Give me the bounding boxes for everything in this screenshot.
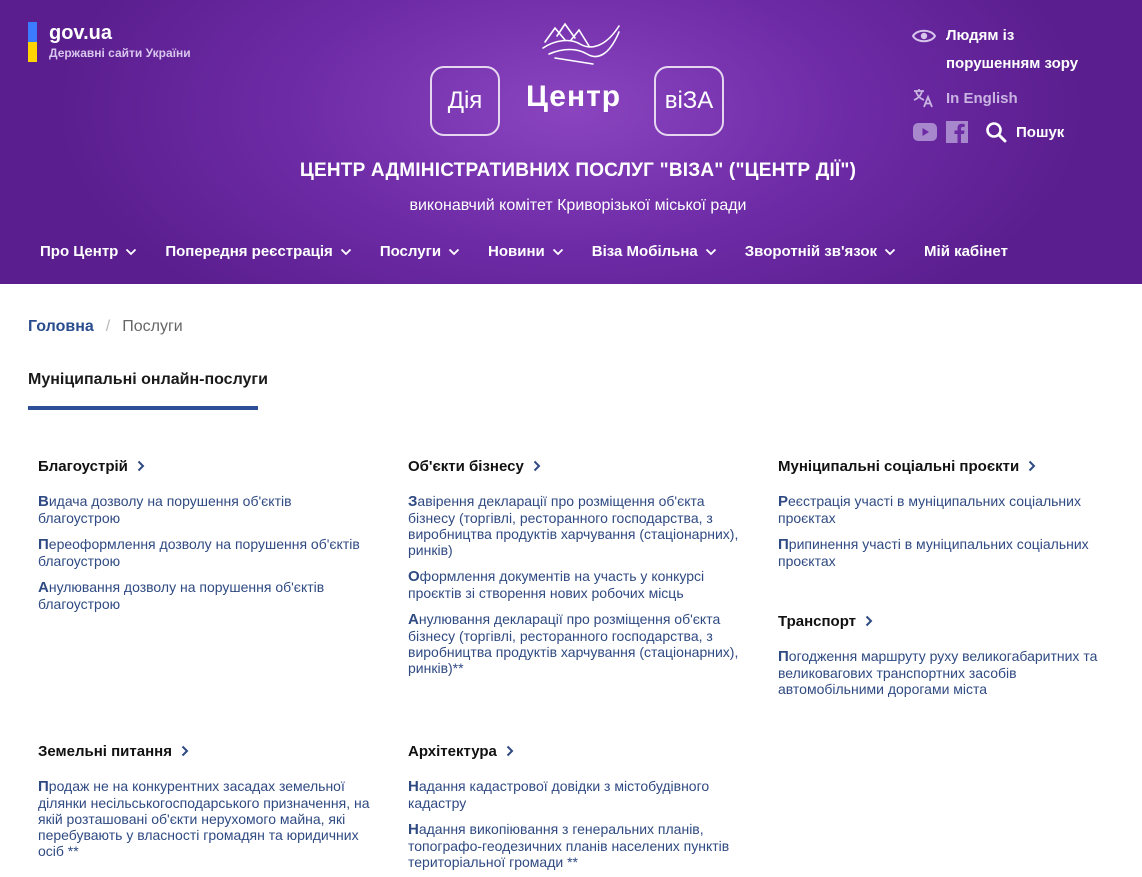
search-button[interactable]: Пошук (1016, 123, 1065, 141)
chevron-down-icon (448, 248, 460, 256)
nav-label: Зворотній зв'язок (744, 243, 878, 260)
nav-item-services[interactable] (380, 243, 460, 260)
link-initial: В (38, 493, 49, 510)
link-initial: А (38, 579, 49, 596)
category-biznes (408, 456, 743, 686)
link-text: нулювання декларації про розміщення об'єкта бізнесу (торгівлі, ресторанного господарства, з виробництва продуктів харчування (стаціонарних), ринків)** (408, 611, 739, 676)
chevron-right-icon (1028, 460, 1036, 472)
nav-item-about[interactable] (40, 243, 137, 260)
chevron-right-icon (506, 745, 514, 757)
govua-subtitle: Державні сайти України (49, 46, 191, 60)
category-header-link[interactable] (778, 611, 1113, 631)
link-text: формлення документів на участь у конкурсі проєктів зі створення нових робочих місць (408, 568, 705, 601)
chevron-down-icon (125, 248, 137, 256)
chevron-down-icon (340, 248, 352, 256)
ukraine-flag-icon (28, 22, 37, 62)
link-initial: Н (408, 821, 419, 838)
logo-dia-box: Дія (430, 66, 500, 136)
logo-viza-box: віЗА (654, 66, 724, 136)
nav-item-registration[interactable] (165, 243, 351, 260)
category-title: Транспорт (778, 612, 857, 630)
govua-link[interactable] (28, 22, 191, 62)
service-link[interactable] (408, 493, 743, 558)
chevron-down-icon (884, 248, 896, 256)
site-logo[interactable] (420, 18, 740, 143)
link-text: родаж не на конкурентних засадах земельної ділянки несільськогосподарського призначення, на якій розташовані об'єкти нерухомого майна, які перебувають у власності громадян та юридичних осіб ** (38, 778, 370, 859)
accessibility-button[interactable] (912, 22, 1132, 78)
service-link[interactable] (408, 778, 743, 811)
breadcrumb-home-link[interactable]: Головна (28, 318, 94, 335)
eye-icon (912, 22, 936, 50)
service-link[interactable] (408, 611, 743, 676)
link-text: еєстрація участі в муніципальних соціальних проєктах (778, 493, 1081, 526)
site-header (0, 0, 1142, 284)
facebook-icon[interactable] (944, 121, 970, 143)
tab-municipal-online-services[interactable]: Муніципальні онлайн-послуги (28, 371, 268, 388)
breadcrumb (28, 318, 183, 336)
chevron-right-icon (181, 745, 189, 757)
link-initial: Р (778, 493, 789, 510)
nav-label: Новини (488, 243, 545, 260)
link-initial: О (408, 568, 420, 585)
link-initial: П (778, 536, 789, 553)
link-text: огодження маршруту руху великогабаритних та великовагових транспортних засобів автомобільними дорогами міста (778, 648, 1098, 697)
youtube-icon[interactable] (912, 121, 938, 143)
service-link[interactable] (778, 648, 1113, 697)
link-text: адання викопіювання з генеральних планів, топографо-геодезичних планів населених пунктів територіальної громади ** (408, 821, 730, 870)
category-header-link[interactable] (38, 456, 373, 476)
category-title: Архітектура (408, 742, 497, 760)
category-architecture (408, 741, 743, 877)
breadcrumb-separator: / (105, 318, 111, 335)
chevron-down-icon (705, 248, 717, 256)
english-label: In English (946, 89, 1018, 107)
category-land (38, 741, 373, 869)
nav-label: Віза Мобільна (591, 243, 698, 260)
nav-label: Мій кабінет (924, 243, 1008, 260)
chevron-right-icon (137, 460, 145, 472)
category-title: Муніципальні соціальні проєкти (778, 457, 1020, 475)
accessibility-label-line1: Людям із (946, 27, 1015, 44)
nav-item-viza-mobile[interactable] (592, 243, 717, 260)
link-text: рипинення участі в муніципальних соціальних проєктах (778, 536, 1089, 569)
nav-label: Про Центр (40, 243, 119, 260)
link-text: идача дозволу на порушення об'єктів благоустрою (38, 493, 292, 526)
service-link[interactable] (38, 493, 373, 526)
service-link[interactable] (778, 536, 1113, 569)
service-link[interactable] (778, 493, 1113, 526)
category-header-link[interactable] (38, 741, 373, 761)
service-link[interactable] (38, 536, 373, 569)
nav-label: Послуги (379, 243, 442, 260)
link-text: авірення декларації про розміщення об'єкта бізнесу (торгівлі, ресторанного господарства, з виробництва продуктів харчування (стаціонарних), ринків) (408, 493, 739, 558)
chevron-down-icon (552, 248, 564, 256)
site-subtitle: виконавчий комітет Криворізької міської ради (409, 197, 747, 214)
category-transport (778, 611, 1113, 707)
service-link[interactable] (408, 821, 743, 870)
category-title: Благоустрій (38, 457, 128, 475)
category-header-link[interactable] (408, 741, 743, 761)
category-title: Об'єкти бізнесу (408, 457, 524, 475)
accessibility-label-line2: порушенням зору (946, 55, 1079, 72)
logo-center-text: Центр (526, 80, 622, 113)
category-title: Земельні питання (38, 742, 172, 760)
service-link[interactable] (38, 579, 373, 612)
breadcrumb-current: Послуги (122, 318, 183, 335)
govua-title: gov.ua (49, 22, 112, 44)
emblem-icon (535, 18, 625, 72)
nav-label: Попередня реєстрація (165, 243, 333, 260)
nav-item-news[interactable] (488, 243, 564, 260)
link-initial: Н (408, 778, 419, 795)
link-text: ереоформлення дозволу на порушення об'єктів благоустрою (38, 536, 360, 569)
site-title: ЦЕНТР АДМІНІСТРАТИВНИХ ПОСЛУГ "ВІЗА" ("ЦЕНТР ДІЇ") (299, 160, 857, 181)
chevron-right-icon (533, 460, 541, 472)
header-tools (912, 22, 1132, 144)
link-initial: З (408, 493, 418, 510)
nav-item-feedback[interactable] (745, 243, 896, 260)
link-initial: П (38, 778, 49, 795)
link-initial: А (408, 611, 419, 628)
category-header-link[interactable] (778, 456, 1113, 476)
link-text: адання кадастрової довідки з містобудівного кадастру (408, 778, 710, 811)
language-switch-english[interactable] (912, 88, 1132, 108)
social-search-row (912, 120, 1132, 144)
tab-active-underline (28, 406, 258, 410)
search-icon[interactable] (984, 120, 1008, 144)
category-blagoustriy (38, 456, 373, 622)
service-link[interactable] (38, 778, 373, 859)
chevron-right-icon (865, 615, 873, 627)
service-link[interactable] (408, 568, 743, 601)
link-initial: П (778, 648, 789, 665)
link-initial: П (38, 536, 49, 553)
nav-item-cabinet[interactable] (924, 243, 1008, 260)
link-text: нулювання дозволу на порушення об'єктів благоустрою (38, 579, 325, 612)
category-header-link[interactable] (408, 456, 743, 476)
main-nav (40, 243, 1036, 260)
category-social-projects (778, 456, 1113, 579)
translate-icon (912, 88, 936, 108)
